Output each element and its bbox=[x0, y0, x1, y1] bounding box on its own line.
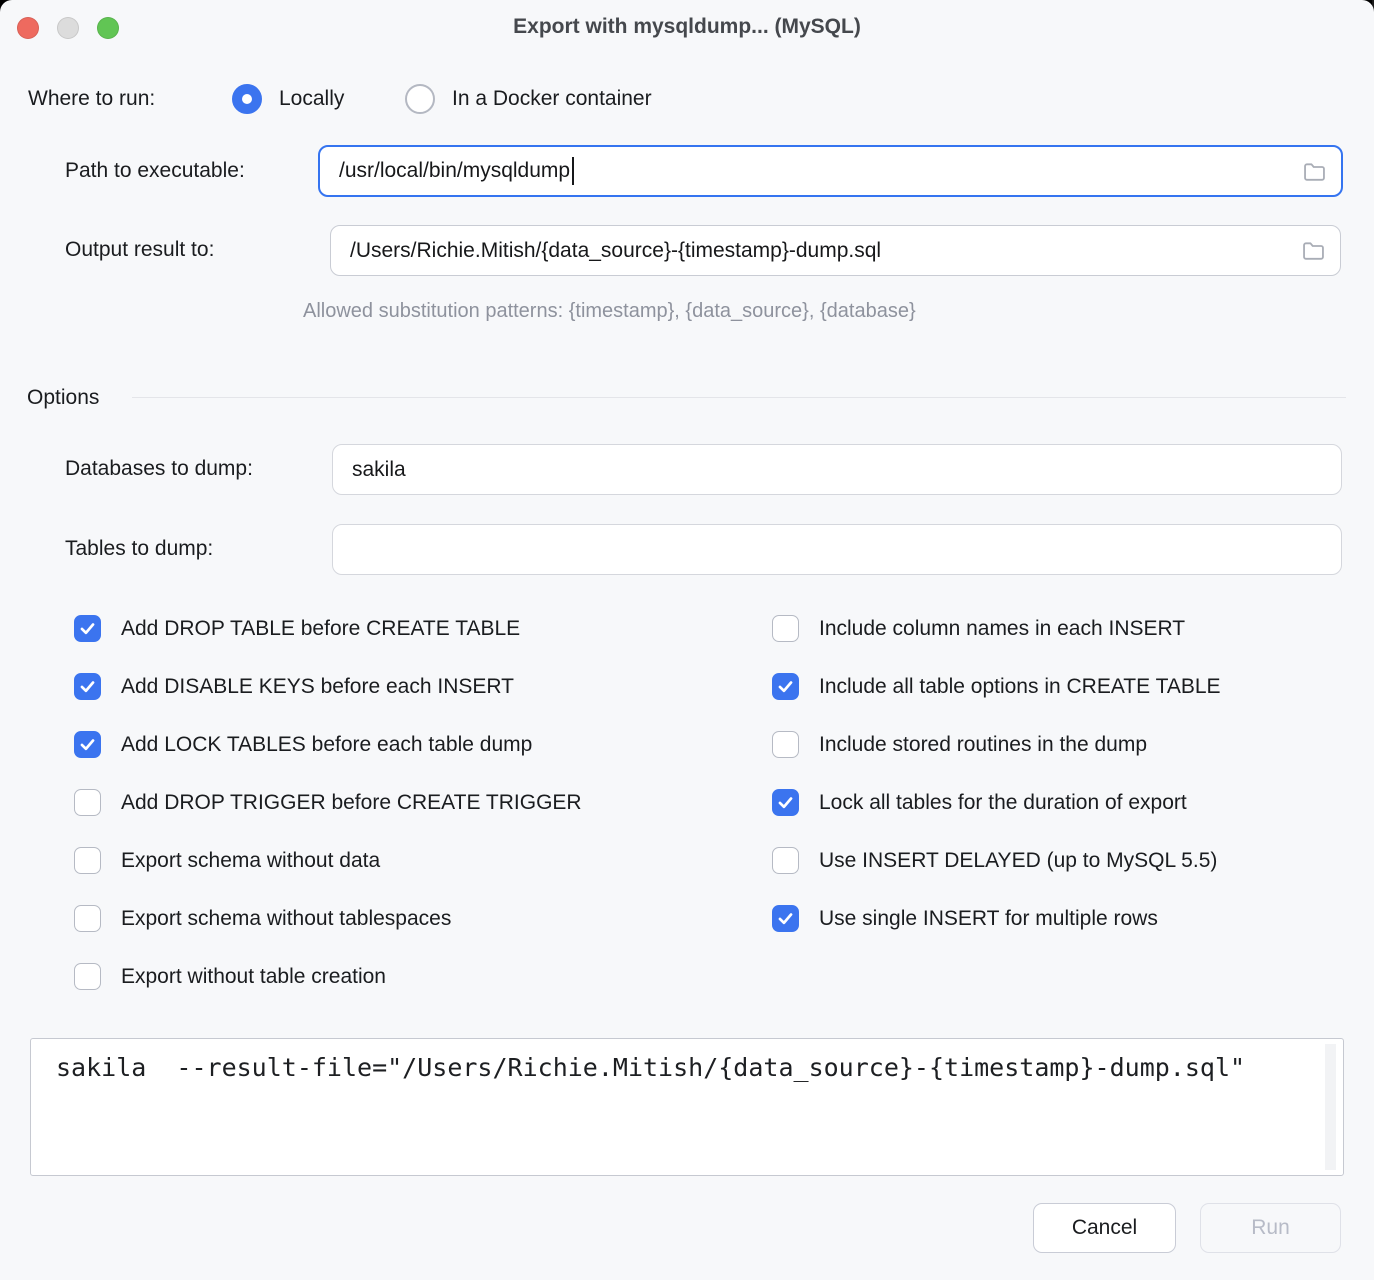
checkbox-label[interactable]: Add LOCK TABLES before each table dump bbox=[121, 732, 533, 756]
checkbox-include-table-options[interactable] bbox=[772, 673, 1221, 700]
checkbox-add-disable-keys[interactable] bbox=[74, 673, 582, 700]
check-icon bbox=[78, 619, 97, 638]
databases-to-dump-input[interactable] bbox=[332, 444, 1342, 495]
checkbox-label[interactable]: Use INSERT DELAYED (up to MySQL 5.5) bbox=[819, 848, 1218, 872]
run-button[interactable]: Run bbox=[1200, 1203, 1341, 1253]
checkbox-export-without-table-creation[interactable] bbox=[74, 963, 582, 990]
text-caret bbox=[572, 157, 574, 185]
checkbox-box[interactable] bbox=[772, 731, 799, 758]
checkbox-label[interactable]: Add DROP TABLE before CREATE TABLE bbox=[121, 616, 521, 640]
checkbox-label[interactable]: Include column names in each INSERT bbox=[819, 616, 1186, 640]
check-icon bbox=[776, 677, 795, 696]
checkbox-lock-all-tables[interactable] bbox=[772, 789, 1221, 816]
browse-executable-button[interactable] bbox=[1299, 156, 1329, 186]
checkbox-label[interactable]: Include all table options in CREATE TABLE bbox=[819, 674, 1221, 698]
checkbox-include-column-names[interactable] bbox=[772, 615, 1221, 642]
checkbox-box[interactable] bbox=[74, 673, 101, 700]
check-icon bbox=[78, 735, 97, 754]
checkbox-export-schema-without-tablespaces[interactable] bbox=[74, 905, 582, 932]
tables-to-dump-label: Tables to dump: bbox=[65, 537, 214, 560]
output-result-to-label: Output result to: bbox=[65, 238, 215, 261]
substitution-patterns-hint: Allowed substitution patterns: {timestamp}, {data_source}, {database} bbox=[303, 300, 916, 322]
tables-to-dump-input[interactable] bbox=[332, 524, 1342, 575]
command-preview-text: sakila --result-file="/Users/Richie.Mitish/{data_source}-{timestamp}-dump.sql" bbox=[56, 1053, 1246, 1082]
path-to-executable-input[interactable] bbox=[318, 145, 1343, 197]
checkbox-label[interactable]: Use single INSERT for multiple rows bbox=[819, 906, 1158, 930]
window-title: Export with mysqldump... (MySQL) bbox=[513, 15, 861, 38]
checkbox-box[interactable] bbox=[772, 615, 799, 642]
check-icon bbox=[776, 793, 795, 812]
radio-dot-icon bbox=[242, 94, 252, 104]
checkbox-box[interactable] bbox=[74, 615, 101, 642]
options-section-title: Options bbox=[27, 386, 100, 409]
checkbox-add-lock-tables[interactable] bbox=[74, 731, 582, 758]
checkbox-box[interactable] bbox=[74, 847, 101, 874]
checkbox-label[interactable]: Add DROP TRIGGER before CREATE TRIGGER bbox=[121, 790, 582, 814]
checkbox-column-right bbox=[772, 615, 1221, 963]
checkbox-label[interactable]: Add DISABLE KEYS before each INSERT bbox=[121, 674, 514, 698]
folder-icon bbox=[1301, 158, 1328, 185]
folder-icon bbox=[1300, 237, 1327, 264]
scrollbar-track[interactable] bbox=[1325, 1044, 1336, 1170]
checkbox-use-single-insert[interactable] bbox=[772, 905, 1221, 932]
output-result-to-input[interactable] bbox=[330, 225, 1341, 276]
checkbox-label[interactable]: Export without table creation bbox=[121, 964, 386, 988]
check-icon bbox=[78, 677, 97, 696]
checkbox-box[interactable] bbox=[74, 731, 101, 758]
path-to-executable-value: /usr/local/bin/mysqldump bbox=[339, 159, 571, 182]
checkbox-label[interactable]: Export schema without data bbox=[121, 848, 381, 872]
checkbox-box[interactable] bbox=[772, 905, 799, 932]
path-to-executable-label: Path to executable: bbox=[65, 159, 245, 182]
checkbox-box[interactable] bbox=[772, 847, 799, 874]
checkbox-box[interactable] bbox=[74, 963, 101, 990]
where-to-run-label: Where to run: bbox=[28, 87, 156, 110]
checkbox-box[interactable] bbox=[772, 789, 799, 816]
checkbox-label[interactable]: Include stored routines in the dump bbox=[819, 732, 1148, 756]
checkbox-label[interactable]: Export schema without tablespaces bbox=[121, 906, 452, 930]
browse-output-button[interactable] bbox=[1298, 236, 1328, 266]
check-icon bbox=[776, 909, 795, 928]
checkbox-box[interactable] bbox=[74, 789, 101, 816]
checkbox-column-left bbox=[74, 615, 582, 1021]
checkbox-add-drop-trigger[interactable] bbox=[74, 789, 582, 816]
command-preview-editor[interactable] bbox=[30, 1038, 1344, 1176]
databases-to-dump-label: Databases to dump: bbox=[65, 457, 253, 480]
checkbox-box[interactable] bbox=[772, 673, 799, 700]
radio-locally[interactable] bbox=[232, 84, 262, 114]
radio-docker[interactable] bbox=[405, 84, 435, 114]
checkbox-box[interactable] bbox=[74, 905, 101, 932]
radio-locally-label[interactable]: Locally bbox=[279, 87, 345, 110]
radio-docker-label[interactable]: In a Docker container bbox=[452, 87, 652, 110]
checkbox-export-schema-without-data[interactable] bbox=[74, 847, 582, 874]
checkbox-use-insert-delayed[interactable] bbox=[772, 847, 1221, 874]
cancel-button[interactable]: Cancel bbox=[1033, 1203, 1176, 1253]
checkbox-add-drop-table[interactable] bbox=[74, 615, 582, 642]
checkbox-include-stored-routines[interactable] bbox=[772, 731, 1221, 758]
options-separator bbox=[132, 397, 1346, 398]
output-result-to-value: /Users/Richie.Mitish/{data_source}-{timestamp}-dump.sql bbox=[350, 238, 882, 262]
checkbox-label[interactable]: Lock all tables for the duration of export bbox=[819, 790, 1187, 814]
